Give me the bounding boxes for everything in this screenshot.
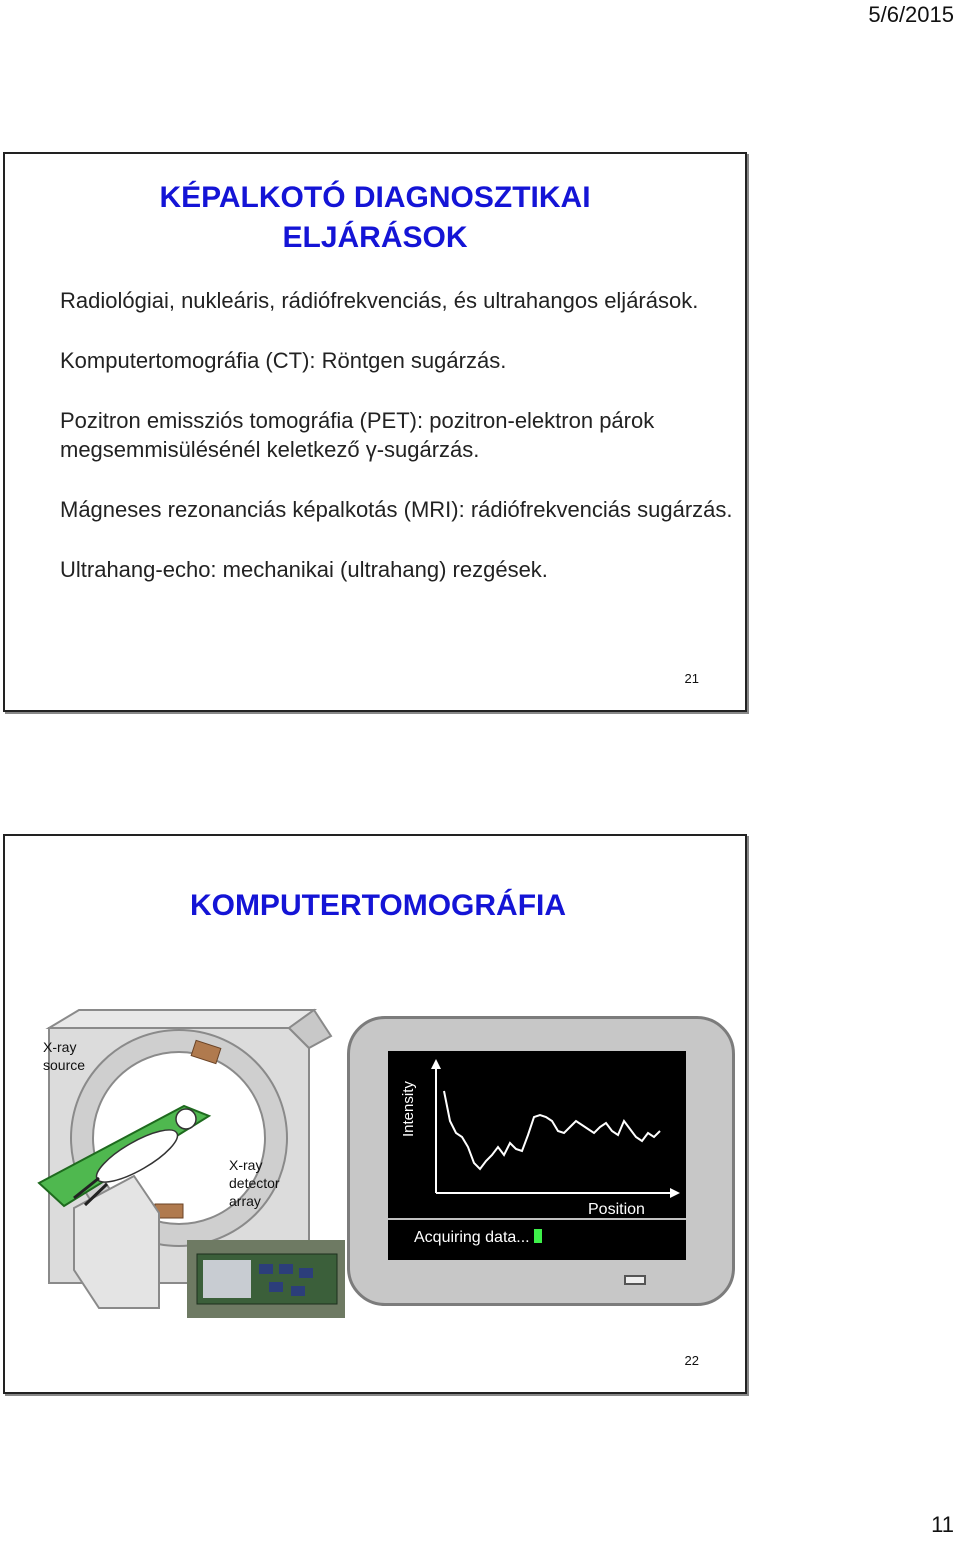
monitor-screen — [388, 1051, 686, 1260]
detector-module — [203, 1260, 251, 1298]
page-number: 11 — [931, 1512, 954, 1537]
detector-chip — [279, 1264, 293, 1274]
slide-21 — [3, 152, 747, 712]
detector-chip — [269, 1282, 283, 1292]
paragraph-methods: Radiológiai, nukleáris, rádiófrekvenciás, és ultrahangos eljárások. — [60, 288, 699, 313]
monitor-button — [624, 1275, 646, 1285]
header-date: 5/6/2015 — [868, 2, 954, 27]
plot-y-arrow — [431, 1059, 441, 1069]
ct-illustration — [19, 1008, 735, 1318]
slide-number: 21 — [684, 671, 699, 686]
paragraph-ct: Komputertomográfia (CT): Röntgen sugárzás. — [60, 348, 507, 373]
plot-x-arrow — [670, 1188, 680, 1198]
slide-body — [60, 286, 740, 615]
slide-title-line-2: ELJÁRÁSOK — [282, 221, 468, 254]
cursor-block — [534, 1229, 542, 1243]
detector-chip — [299, 1268, 313, 1278]
detector-chip — [259, 1264, 273, 1274]
label-detector-array: X-ray detector array — [229, 1157, 280, 1209]
patient-head — [176, 1109, 196, 1129]
axis-label-position: Position — [588, 1201, 645, 1218]
gantry-top — [49, 1010, 314, 1028]
label-xray-source: X-ray source — [43, 1039, 86, 1073]
acquiring-text: Acquiring data... — [414, 1229, 530, 1246]
detector-chip — [291, 1286, 305, 1296]
slide-title: KOMPUTERTOMOGRÁFIA — [189, 889, 567, 922]
slide-22 — [3, 834, 747, 1394]
axis-label-intensity: Intensity — [400, 1081, 417, 1137]
slide-number: 22 — [684, 1353, 699, 1368]
acquiring-status — [414, 1229, 542, 1247]
slide-title-line-1: KÉPALKOTÓ DIAGNOSZTIKAI — [159, 181, 591, 214]
paragraph-ultrasound: Ultrahang-echo: mechanikai (ultrahang) rezgések. — [60, 557, 548, 582]
intensity-curve — [444, 1091, 660, 1169]
slide-title — [5, 178, 745, 258]
monitor — [347, 1016, 735, 1306]
paragraph-pet: Pozitron emissziós tomográfia (PET): pozitron-elektron párok megsemmisülésénél keletkező γ-sugárzás. — [60, 408, 655, 462]
paragraph-mri: Mágneses rezonanciás képalkotás (MRI): rádiófrekvenciás sugárzás. — [60, 497, 733, 522]
